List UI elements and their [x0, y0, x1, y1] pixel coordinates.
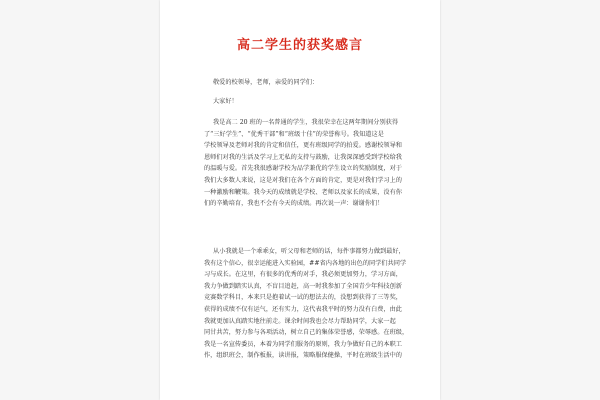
paragraph-line: 同甘共苦，努力参与各项活动，树立自己的集体荣誉感，荣辱感。在班级，: [204, 329, 409, 337]
paragraph-line: 我有这个信心，很幸运能进入实验园，##省内各地的出色的同学们共同学: [204, 259, 407, 267]
paragraph-1: [204, 117, 414, 210]
paragraph-line: 们的辛勤培育，我也不会有今天的成绩。再次说一声：谢谢你们！: [204, 200, 384, 208]
paragraph-line: 获得的成绩不仅有运气，还有实力，这代表我平时的努力没有白费，由此: [204, 305, 402, 313]
paragraph-line: 我们大多数人来说，这是对我们在各个方面的肯定，更是对我们学习上的: [204, 176, 402, 184]
paragraph-line: 我是高二 20 班的一名普通的学生，我很荣幸在这两年期间分别获得: [213, 119, 399, 126]
salutation-line: 敬爱的校领导，老师，亲爱的同学们：: [213, 79, 319, 86]
paragraph-line: 我是一名宣传委员，本着为同学们服务的原则，我力争做好自己的本职工: [204, 340, 402, 348]
paragraph-line: 学校领导及老师对我的肯定和信任，更有班级同学的拍爱。感谢校领导和: [204, 142, 402, 150]
salutation: [204, 77, 414, 89]
paragraph-line: 作，组织班会，制作板报，读讲报，策略服保健操，平时在班级生活中的: [204, 352, 402, 360]
paragraph-line: 恩师们对我的生活及学习上无私的支持与鼓励，让我深深感受到学校给我: [204, 153, 402, 161]
paragraph-line: 一种激励和鞭策。我今天的成绩就是学校、老师以及家长的成果，没有你: [204, 188, 402, 196]
paragraph-line: 了“三好学生”、“优秀干部”和“班级十佳”的荣誉称号。我知道这是: [204, 130, 384, 138]
paragraph-line: 从小我就是一个乖乖女，听父母和老师的话，每件事都努力做到最好，: [213, 248, 405, 255]
greeting-line: 大家好！: [213, 98, 238, 105]
document-title: 高二学生的获奖感言: [236, 38, 363, 53]
paragraph-line: 的温暖与爱。首先我很感谢学校为品学兼优的学生设立的奖励制度，对于: [204, 165, 402, 173]
greeting: [204, 96, 414, 108]
paragraph-line: 习与成长。在这里，有很多的优秀的对手，我必须更加努力，学习方面，: [204, 271, 402, 279]
document-page: [160, 0, 440, 400]
paragraph-line: 竞赛数学科目，本来只是抱着试一试的想法去的，没想到获得了三等奖，: [204, 294, 402, 302]
paragraph-line: 我就更加认真踏实地往前走。课余时间我也会尽力帮助同学，大家一起: [204, 317, 396, 325]
paragraph-2: [204, 246, 414, 362]
paragraph-line: 我力争做到踏实认真，不盲目追赶，高一时我参加了全国青少年科技创新: [204, 282, 402, 290]
